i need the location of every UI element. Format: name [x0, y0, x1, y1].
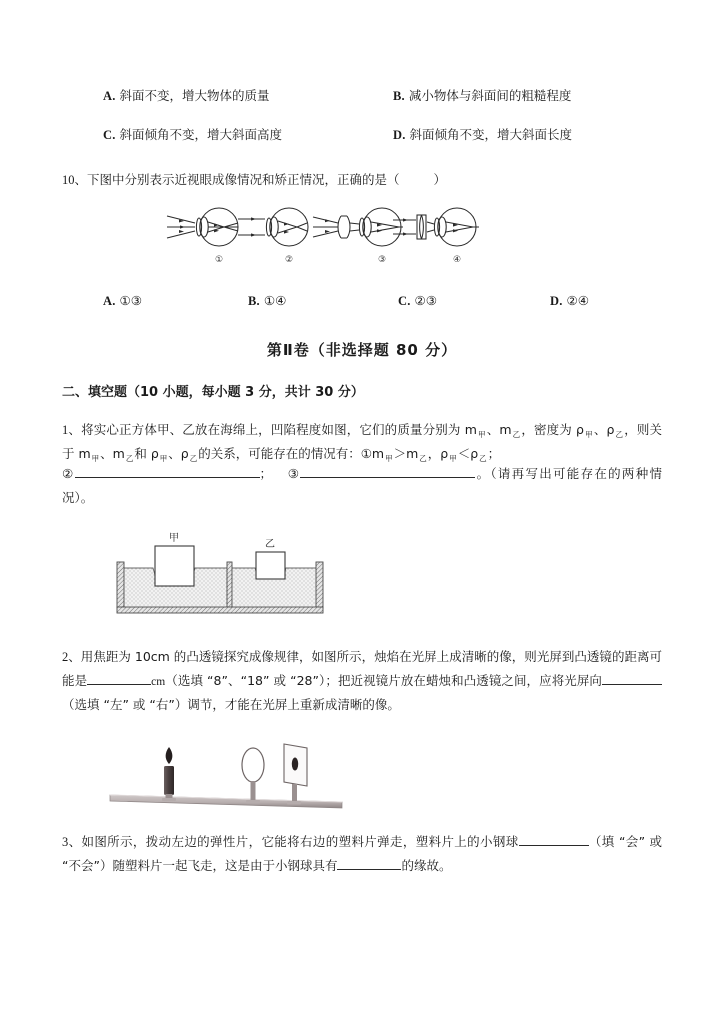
eye-3-caption: ③ [377, 255, 387, 265]
option-B[interactable] [393, 86, 571, 106]
cube-jia [155, 546, 194, 586]
q2-answer-blank-2[interactable] [602, 684, 662, 685]
q1-text-h: 、ρ [168, 446, 189, 461]
option-A[interactable] [103, 86, 393, 106]
sponge-cubes-svg [105, 522, 335, 614]
option-D-text: 斜面倾角不变，增大斜面长度 [409, 127, 573, 142]
option-B-label: B. [393, 89, 405, 103]
q1-sub-7: 甲 [159, 454, 168, 463]
q3-answer-blank-2[interactable] [337, 869, 401, 870]
q2-answer-blank-1[interactable] [87, 684, 151, 685]
question-3-number: 3、 [62, 835, 82, 849]
q10-option-D-text: ②④ [566, 293, 589, 308]
q10-option-A-label: A. [103, 294, 116, 308]
eye-2-caption: ② [284, 255, 294, 265]
question-1-stem [62, 418, 662, 466]
myopia-eye-svg [107, 200, 507, 268]
screen-base-clamp [287, 801, 301, 805]
eye-4-caption: ④ [452, 255, 462, 265]
sponge-medium [123, 568, 317, 608]
q1-sub-12: 乙 [479, 454, 487, 463]
candle-body [164, 766, 174, 795]
q3-text-c: 的缘故。 [401, 858, 452, 873]
option-B-text: 减小物体与斜面间的粗糙程度 [408, 88, 572, 103]
q1-text-m: ； [487, 446, 501, 461]
question-10-stem [62, 168, 662, 192]
lens-base-clamp [246, 800, 260, 804]
q2-text-a: 用焦距为 10cm 的凸透镜探究成像规律，如图所示，烛焰在光屏上成清晰的像，则光屏到凸透镜的距离可能是 [62, 649, 662, 688]
option-A-text: 斜面不变，增大物体的质量 [119, 88, 270, 103]
q1-sub-2: 乙 [512, 430, 521, 439]
sponge-cubes-diagram [105, 522, 335, 614]
q1-text-k: ，ρ [427, 446, 449, 461]
question-10-number: 10、 [62, 173, 88, 187]
q3-text-b: （填 “会” 或 “不会”）随塑料片一起飞走，这是由于小钢球具有 [62, 834, 662, 873]
option-C-label: C. [103, 128, 116, 142]
q2-unit: cm [151, 676, 166, 688]
q1-answer-blank-2[interactable] [75, 477, 260, 478]
q10-option-C-label: C. [398, 294, 411, 308]
option-C[interactable] [103, 125, 393, 145]
q1-sub-4: 乙 [615, 430, 624, 439]
q1-sub-9: 甲 [385, 454, 393, 463]
q1-sub-3: 甲 [585, 430, 593, 439]
eye-1 [167, 208, 238, 246]
cube-jia-label: 甲 [169, 533, 179, 544]
question-3-stem [62, 830, 662, 878]
convex-lens [242, 748, 264, 804]
q10-option-A[interactable] [103, 291, 248, 311]
candle-flame [166, 747, 173, 764]
question-1-answer-line [62, 462, 662, 510]
option-D-label: D. [393, 128, 406, 142]
q1-sub-8: 乙 [189, 454, 198, 463]
question-2-stem [62, 645, 662, 717]
cube-yi [256, 552, 285, 579]
container-base [117, 607, 323, 613]
question-10-stem-text: 下图中分别表示近视眼成像情况和矫正情况，正确的是（ [87, 172, 400, 187]
lens-glass [242, 748, 264, 782]
candle [162, 747, 176, 801]
question-10-options-row [103, 291, 663, 311]
bench-rail [110, 795, 342, 808]
q10-option-B-label: B. [248, 294, 260, 308]
q3-answer-blank-1[interactable] [519, 845, 589, 846]
screen-image-spot [292, 758, 298, 771]
q1-blank-marker-3: ③ [287, 466, 301, 481]
q1-sub-11: 甲 [449, 454, 457, 463]
question-9-options-row-1 [103, 86, 663, 106]
q10-option-D-label: D. [550, 294, 563, 308]
screen-stem [292, 784, 297, 802]
optical-bench-svg [102, 738, 352, 816]
container-middle-wall [227, 562, 232, 608]
q1-blank-marker-2: ② [62, 466, 75, 481]
option-C-text: 斜面倾角不变，增大斜面高度 [119, 127, 283, 142]
q1-text-f: 、m [100, 446, 125, 461]
q3-text-a: 如图所示，拨动左边的弹性片，它能将右边的塑料片弹走，塑料片上的小钢球 [81, 834, 519, 849]
question-2-number: 2、 [62, 650, 81, 664]
q1-text-l: ＜ρ [457, 446, 479, 461]
section-two-heading: 二、填空题（10 小题，每小题 3 分，共计 30 分） [62, 385, 364, 400]
q1-text-e: ，则关于 m [62, 422, 663, 461]
eye-1-caption: ① [214, 255, 224, 265]
q1-answer-blank-3[interactable] [300, 477, 475, 478]
q1-text-j: ＞m [393, 446, 419, 461]
eye-4 [393, 208, 479, 246]
q2-text-c: （选填 “左” 或 “右”）调节，才能在光屏上重新成清晰的像。 [62, 697, 400, 713]
question-9-options-row-2 [103, 125, 663, 145]
q1-separator: ； [259, 466, 273, 481]
screen [284, 744, 307, 805]
q1-text-d: 、ρ [593, 422, 615, 437]
q10-option-C[interactable] [398, 291, 550, 311]
q10-option-A-text: ①③ [119, 293, 142, 308]
q1-sub-10: 乙 [419, 454, 427, 463]
cube-yi-label: 乙 [265, 539, 275, 550]
q1-sub-6: 乙 [125, 454, 134, 463]
q2-text-b: （选填 “8”、“18” 或 “28”）；把近视镜片放在蜡烛和凸透镜之间，应将光屏向 [165, 673, 602, 688]
eye-figure-captions [215, 255, 461, 265]
question-10-stem-close: ） [433, 172, 447, 187]
q1-sub-5: 甲 [91, 454, 100, 463]
volume-two-heading: 第Ⅱ卷（非选择题 80 分） [266, 341, 458, 359]
q1-text-i: 的关系，可能存在的情况有：①m [198, 446, 385, 461]
optical-bench-diagram [102, 738, 352, 816]
eye-2 [238, 208, 308, 246]
container-right-wall [316, 562, 323, 608]
myopia-eye-diagram [107, 200, 507, 268]
q1-text-g: 和 ρ [134, 446, 159, 461]
option-A-label: A. [103, 89, 116, 103]
q1-sub-1: 甲 [477, 430, 486, 439]
q10-option-B-text: ①④ [263, 293, 287, 308]
q10-option-C-text: ②③ [414, 293, 437, 308]
q1-text-c: ，密度为 ρ [521, 422, 584, 437]
q10-option-D[interactable] [550, 291, 589, 311]
lens-stem [251, 781, 256, 801]
container-left-wall [117, 562, 124, 608]
q10-option-B[interactable] [248, 291, 398, 311]
eye-3 [313, 208, 403, 246]
question-1-number: 1、 [62, 423, 82, 437]
q1-text-b: 、m [486, 422, 512, 437]
candle-base-clamp [162, 798, 176, 801]
q1-text-a: 将实心正方体甲、乙放在海绵上，凹陷程度如图，它们的质量分别为 m [81, 422, 477, 437]
option-D[interactable] [393, 125, 572, 145]
q1-tail-text: 。（请再写出可能存在的两种情况）。 [62, 466, 662, 505]
